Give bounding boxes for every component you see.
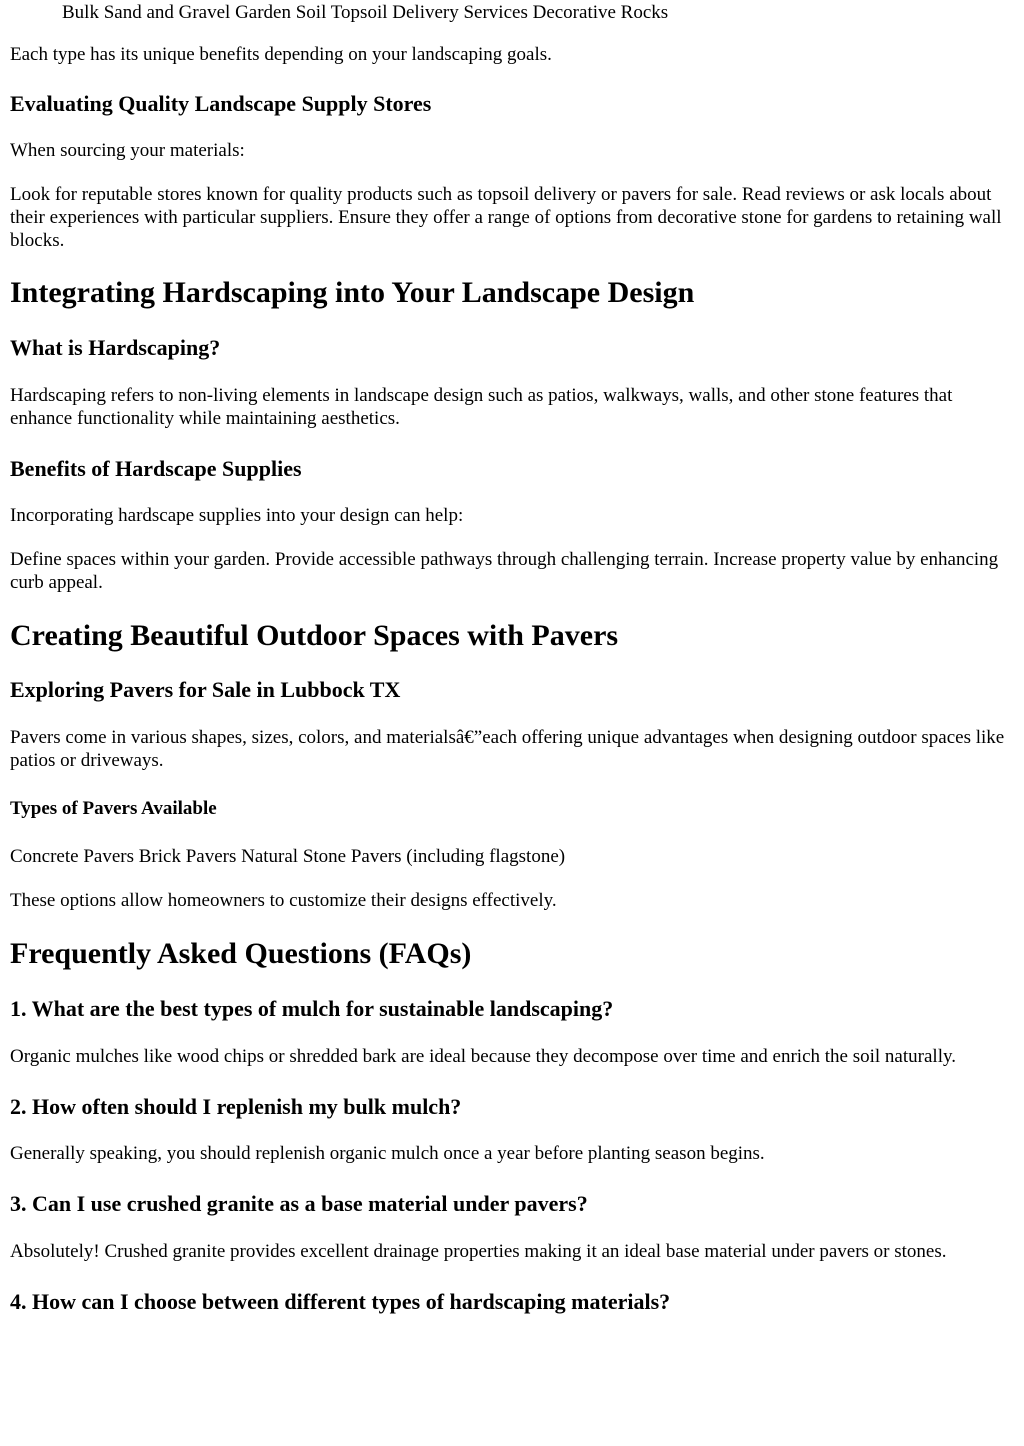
what-is-hardscaping-body: Hardscaping refers to non-living elements in landscape design such as patios, walkways, walls, and other stone features that enhance functionality while maintaining aesthetics. xyxy=(10,385,953,429)
hardscape-benefits-lead: Incorporating hardscape supplies into your design can help: xyxy=(10,505,464,526)
paver-types-body: Concrete Pavers Brick Pavers Natural Stone Pavers (including flagstone) xyxy=(10,846,566,867)
exploring-pavers-heading: Exploring Pavers for Sale in Lubbock TX xyxy=(10,677,401,702)
hardscape-benefits-heading: Benefits of Hardscape Supplies xyxy=(10,456,302,481)
what-is-hardscaping-heading: What is Hardscaping? xyxy=(10,335,221,360)
top-line-text: Bulk Sand and Gravel Garden Soil Topsoil Delivery Services Decorative Rocks xyxy=(62,2,669,23)
faq-answer: Absolutely! Crushed granite provides excellent drainage properties making it an ideal base material under pavers or stones. xyxy=(10,1241,947,1262)
hardscaping-heading: Integrating Hardscaping into Your Landscape Design xyxy=(10,276,695,309)
evaluating-heading: Evaluating Quality Landscape Supply Stores xyxy=(10,91,432,116)
paver-options-body: These options allow homeowners to customize their designs effectively. xyxy=(10,890,557,911)
faq-heading: Frequently Asked Questions (FAQs) xyxy=(10,937,472,970)
paver-types-heading: Types of Pavers Available xyxy=(10,798,217,819)
hardscape-benefits-body: Define spaces within your garden. Provide accessible pathways through challenging terrain. Increase property value by enhancing curb appeal. xyxy=(10,549,999,593)
pavers-heading: Creating Beautiful Outdoor Spaces with Pavers xyxy=(10,619,619,652)
faq-answer: Generally speaking, you should replenish organic mulch once a year before planting season begins. xyxy=(10,1143,765,1164)
faq-answer: Organic mulches like wood chips or shredded bark are ideal because they decompose over time and enrich the soil naturally. xyxy=(10,1046,956,1067)
evaluating-body: Look for reputable stores known for quality products such as topsoil delivery or pavers for sale. Read reviews or ask locals about their experiences with particular suppliers. Ensure they offer a range of options from decorative stone for gardens to retaining wall blocks. xyxy=(10,184,1002,251)
faq-question: 3. Can I use crushed granite as a base material under pavers? xyxy=(10,1191,588,1216)
faq-question: 1. What are the best types of mulch for sustainable landscaping? xyxy=(10,996,614,1021)
evaluating-lead: When sourcing your materials: xyxy=(10,140,245,161)
faq-question: 4. How can I choose between different types of hardscaping materials? xyxy=(10,1289,671,1314)
faq-question: 2. How often should I replenish my bulk mulch? xyxy=(10,1094,462,1119)
exploring-pavers-body: Pavers come in various shapes, sizes, colors, and materialsâ€”each offering unique advantages when designing outdoor spaces like patios or driveways. xyxy=(10,727,1005,771)
benefits-paragraph: Each type has its unique benefits depending on your landscaping goals. xyxy=(10,44,552,65)
